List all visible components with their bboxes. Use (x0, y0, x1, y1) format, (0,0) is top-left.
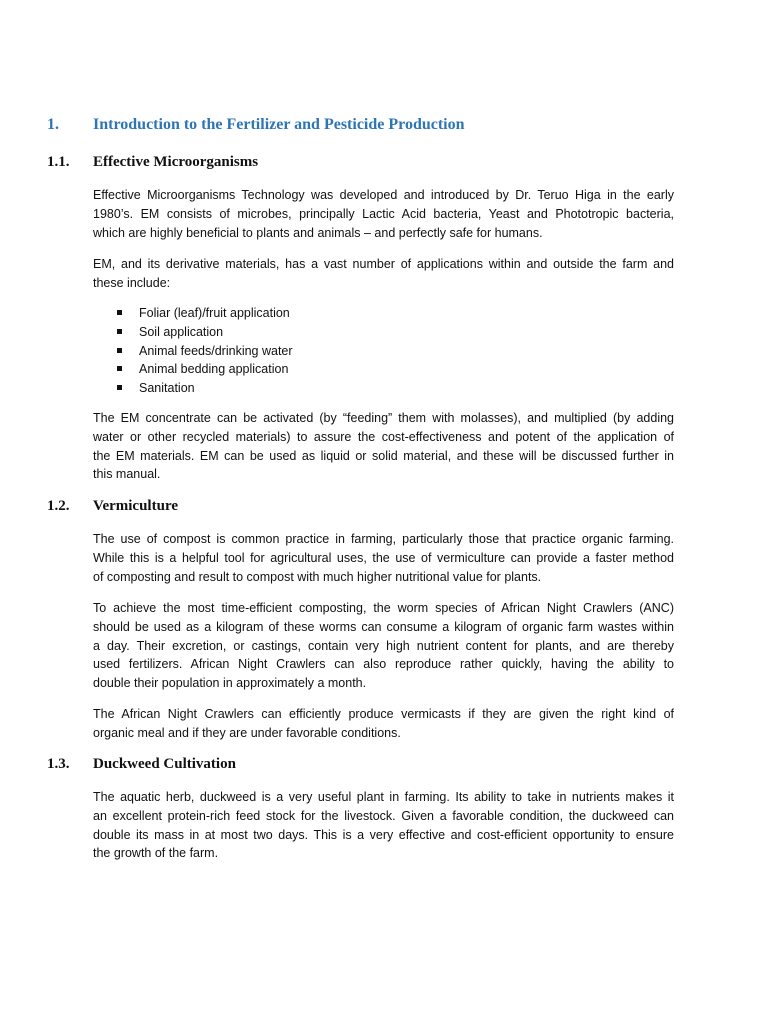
bullet-icon (117, 310, 122, 315)
paragraph-line: used fertilizers. African Night Crawlers can also reproduce rather quickly, having the ability to (93, 657, 674, 672)
paragraph-line: these include: (93, 275, 171, 290)
paragraph-line: the EM materials. EM can be used as liquid or solid material, and these will be discussed further in (93, 448, 674, 463)
paragraph-line: of composting and result to compost with much higher nutritional value for plants. (93, 569, 542, 584)
paragraph-line: To achieve the most time-efficient composting, the worm species of African Night Crawlers (ANC) (93, 601, 674, 615)
section-1-2-heading (47, 498, 178, 515)
paragraph (93, 705, 674, 743)
section-title: Duckweed Cultivation (93, 756, 236, 772)
section-1-1-heading (47, 154, 258, 171)
paragraph (93, 599, 674, 693)
paragraph-line: Effective Microorganisms Technology was developed and introduced by Dr. Teruo Higa in the early (93, 188, 674, 202)
section-number: 1. (47, 116, 59, 133)
paragraph-line: The African Night Crawlers can efficiently produce vermicasts if they are given the right kind of (93, 707, 674, 721)
bullet-icon (117, 348, 122, 353)
bullet-icon (117, 366, 122, 371)
paragraph-line: The aquatic herb, duckweed is a very useful plant in farming. Its ability to take in nutrients makes it (93, 790, 674, 804)
list-item (117, 304, 293, 323)
paragraph-line: organic meal and if they are under favorable conditions. (93, 725, 401, 740)
paragraph (93, 255, 674, 293)
paragraph-line: While this is a helpful tool for agricultural uses, the use of vermiculture can provide a faster method (93, 550, 674, 565)
section-title: Effective Microorganisms (93, 154, 259, 170)
list-item-text: Sanitation (139, 381, 195, 396)
paragraph-line: which are highly beneficial to plants and animals – and perfectly safe for humans. (93, 225, 543, 240)
list-item-text: Soil application (139, 324, 224, 339)
list-item-text: Animal bedding application (139, 362, 289, 377)
paragraph-line: double its mass in at most two days. This is a very effective and cost-efficient opportunity to ensure (93, 827, 674, 842)
list-item (117, 342, 293, 361)
section-number: 1.3. (47, 756, 70, 772)
paragraph-line: EM, and its derivative materials, has a vast number of applications within and outside the farm and (93, 257, 674, 271)
paragraph-line: The use of compost is common practice in farming, particularly those that practice organic farming. (93, 532, 674, 546)
list-item (117, 360, 293, 379)
paragraph (93, 409, 674, 484)
paragraph-line: water or other recycled materials) to assure the cost-effectiveness and potent of the application of (93, 429, 674, 444)
paragraph-line: an excellent protein-rich feed stock for the livestock. Given a favorable condition, the duckweed can (93, 808, 674, 823)
paragraph (93, 530, 674, 586)
section-number: 1.1. (47, 154, 70, 170)
paragraph (93, 186, 674, 242)
paragraph-line: a day. Their excretion, or castings, contain very high nutrient content for plants, and are thereby (93, 638, 674, 653)
bullet-icon (117, 385, 122, 390)
section-1-heading (47, 116, 465, 134)
paragraph-line: 1980’s. EM consists of microbes, principally Lactic Acid bacteria, Yeast and Phototropic bacteria, (93, 206, 674, 221)
section-title: Vermiculture (93, 498, 178, 514)
paragraph (93, 788, 674, 863)
paragraph-line: this manual. (93, 467, 161, 482)
paragraph-line: the growth of the farm. (93, 846, 219, 861)
paragraph-line: should be used as a kilogram of these worms can consume a kilogram of organic farm wastes within (93, 619, 674, 634)
bullet-icon (117, 329, 122, 334)
list-item-text: Foliar (leaf)/fruit application (139, 306, 290, 320)
section-title: Introduction to the Fertilizer and Pesticide Production (93, 116, 465, 133)
list-item (117, 323, 293, 342)
paragraph-line: The EM concentrate can be activated (by “feeding” them with molasses), and multiplied (by adding (93, 411, 674, 425)
section-1-3-heading (47, 756, 236, 773)
list-item (117, 379, 293, 398)
applications-list (117, 304, 293, 398)
paragraph-line: double their population in approximately a month. (93, 676, 367, 691)
section-number: 1.2. (47, 498, 70, 514)
list-item-text: Animal feeds/drinking water (139, 343, 293, 358)
